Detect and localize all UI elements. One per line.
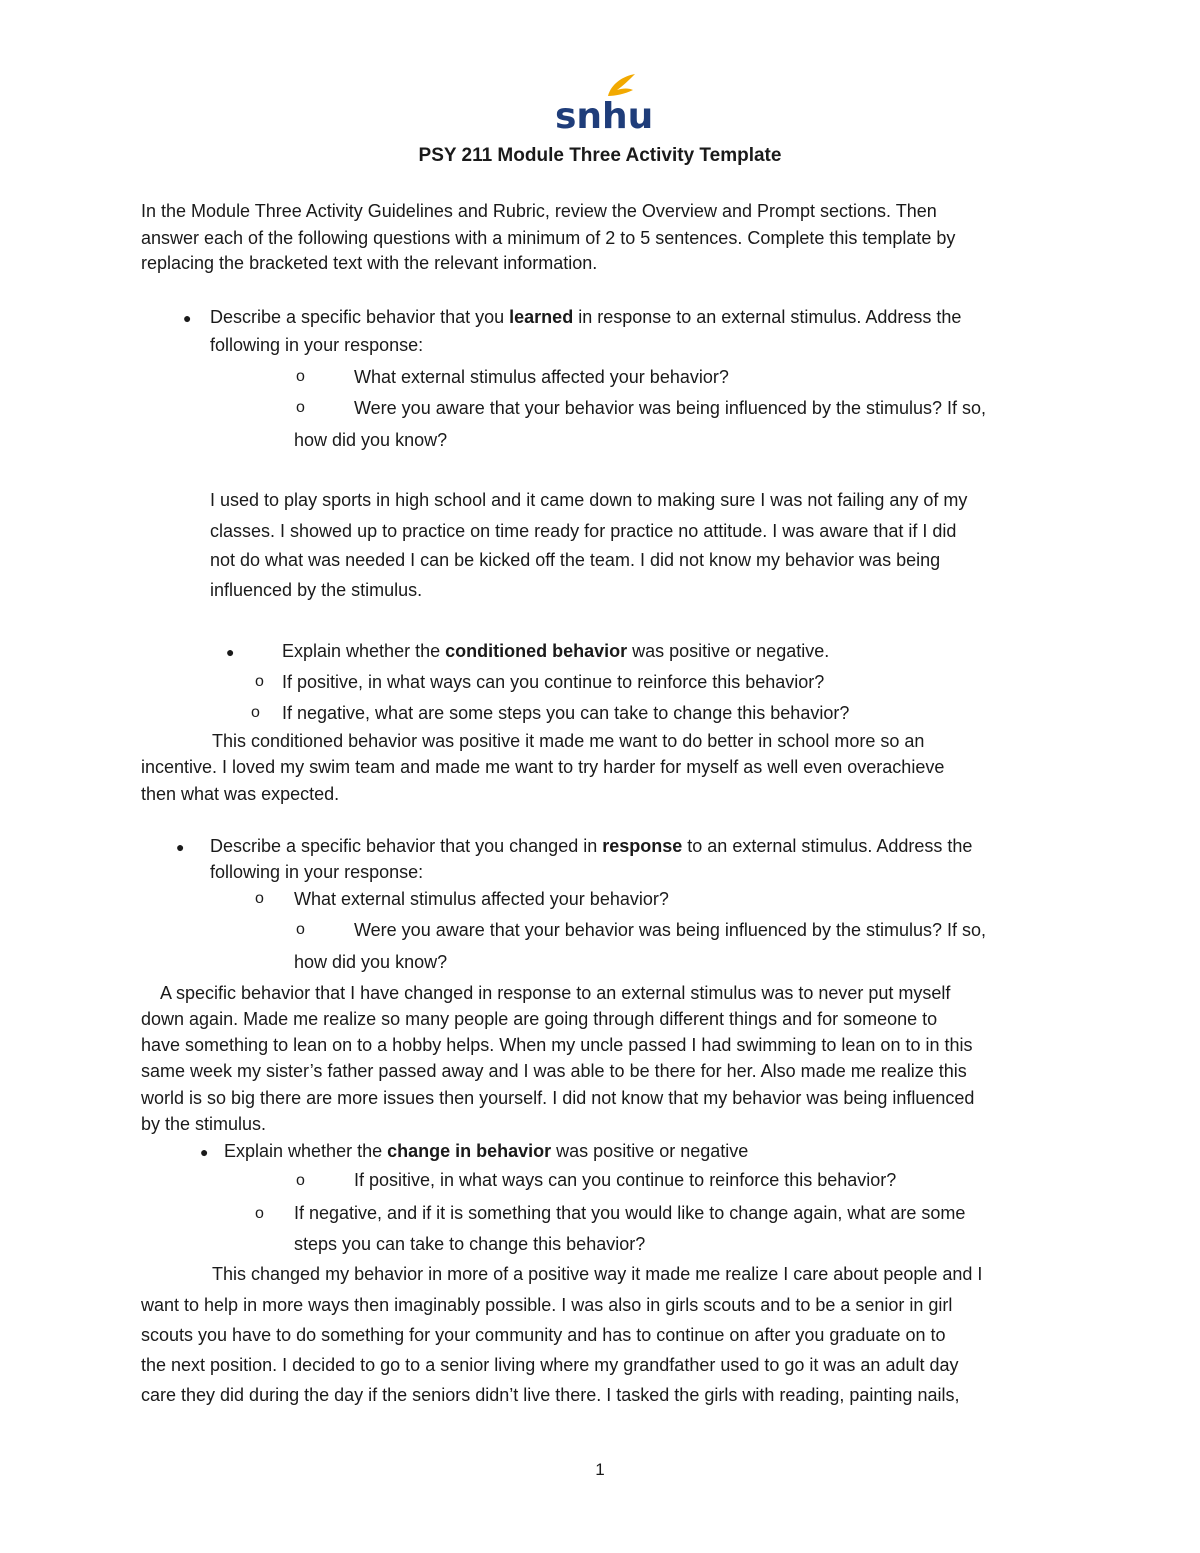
page-number: 1 <box>595 1460 605 1479</box>
sub-bullet-marker: o <box>255 890 264 907</box>
answer-line: influenced by the stimulus. <box>210 580 423 600</box>
answer-line: This changed my behavior in more of a positive way it made me realize I care about people and I <box>212 1264 983 1284</box>
sub-question: If positive, in what ways can you continue to reinforce this behavior? <box>282 672 825 692</box>
answer-line: have something to lean on to a hobby helps. When my uncle passed I had swimming to lean on to in this <box>141 1035 973 1055</box>
sub-question: steps you can take to change this behavior? <box>294 1234 646 1254</box>
answer-line: not do what was needed I can be kicked off the team. I did not know my behavior was being <box>210 550 941 570</box>
sub-question: Were you aware that your behavior was being influenced by the stimulus? If so, <box>354 920 987 940</box>
question-line: following in your response: <box>210 335 424 355</box>
sub-bullet-marker: o <box>255 673 264 690</box>
sub-question: If positive, in what ways can you continue to reinforce this behavior? <box>354 1170 897 1190</box>
bullet-marker: ● <box>200 1144 209 1160</box>
answer-line: classes. I showed up to practice on time ready for practice no attitude. I was aware that if I did <box>210 521 957 541</box>
answer-line: by the stimulus. <box>141 1114 267 1134</box>
answer-line: I used to play sports in high school and it came down to making sure I was not failing any of my <box>210 490 968 510</box>
answer-line: want to help in more ways then imaginably possible. I was also in girls scouts and to be a senior in girl <box>141 1295 953 1315</box>
sub-question: how did you know? <box>294 430 448 450</box>
question-describe-learned: Describe a specific behavior that you learned in response to an external stimulus. Address the <box>210 307 962 327</box>
intro-line: answer each of the following questions with a minimum of 2 to 5 sentences. Complete this template by <box>141 228 956 248</box>
question-line: following in your response: <box>210 862 424 882</box>
bullet-marker: ● <box>226 644 235 660</box>
sub-bullet-marker: o <box>296 368 305 385</box>
flame-icon <box>608 74 635 96</box>
answer-line: A specific behavior that I have changed in response to an external stimulus was to never put myself <box>160 983 951 1003</box>
intro-line: In the Module Three Activity Guidelines and Rubric, review the Overview and Prompt sections. Then <box>141 201 937 221</box>
intro-line: replacing the bracketed text with the relevant information. <box>141 253 598 273</box>
question-describe-changed: Describe a specific behavior that you changed in response to an external stimulus. Address the <box>210 836 973 856</box>
answer-line: care they did during the day if the seniors didn’t live there. I tasked the girls with reading, painting nails, <box>141 1385 960 1405</box>
bullet-marker: ● <box>183 310 192 326</box>
snhu-logo-graphic <box>553 72 654 137</box>
bullet-marker: ● <box>176 839 185 855</box>
sub-bullet-marker: o <box>296 921 305 938</box>
sub-question: What external stimulus affected your behavior? <box>354 367 729 387</box>
sub-question: If negative, and if it is something that you would like to change again, what are some <box>294 1203 966 1223</box>
answer-line: world is so big there are more issues then yourself. I did not know that my behavior was being influenced <box>141 1088 975 1108</box>
sub-question: What external stimulus affected your behavior? <box>294 889 669 909</box>
answer-line: down again. Made me realize so many people are going through different things and for someone to <box>141 1009 938 1029</box>
question-conditioned-behavior: Explain whether the conditioned behavior was positive or negative. <box>282 641 830 661</box>
answer-line: This conditioned behavior was positive it made me want to do better in school more so an <box>212 731 925 751</box>
question-change-in-behavior: Explain whether the change in behavior was positive or negative <box>224 1141 749 1161</box>
page-title: PSY 211 Module Three Activity Template <box>418 145 782 166</box>
sub-bullet-marker: o <box>296 1172 305 1189</box>
logo-text: snhu <box>555 96 654 137</box>
answer-line: same week my sister’s father passed away and I was able to be there for her. Also made me realize this <box>141 1061 967 1081</box>
sub-bullet-marker: o <box>251 704 260 721</box>
sub-question: If negative, what are some steps you can take to change this behavior? <box>282 703 850 723</box>
answer-line: scouts you have to do something for your community and has to continue on after you graduate on to <box>141 1325 946 1345</box>
answer-line: the next position. I decided to go to a senior living where my grandfather used to go it was an adult day <box>141 1355 959 1375</box>
snhu-logo <box>553 72 654 137</box>
sub-bullet-marker: o <box>296 399 305 416</box>
answer-line: incentive. I loved my swim team and made me want to try harder for myself as well even overachieve <box>141 757 945 777</box>
sub-bullet-marker: o <box>255 1205 264 1222</box>
sub-question: Were you aware that your behavior was being influenced by the stimulus? If so, <box>354 398 987 418</box>
sub-question: how did you know? <box>294 952 448 972</box>
answer-line: then what was expected. <box>141 784 340 804</box>
